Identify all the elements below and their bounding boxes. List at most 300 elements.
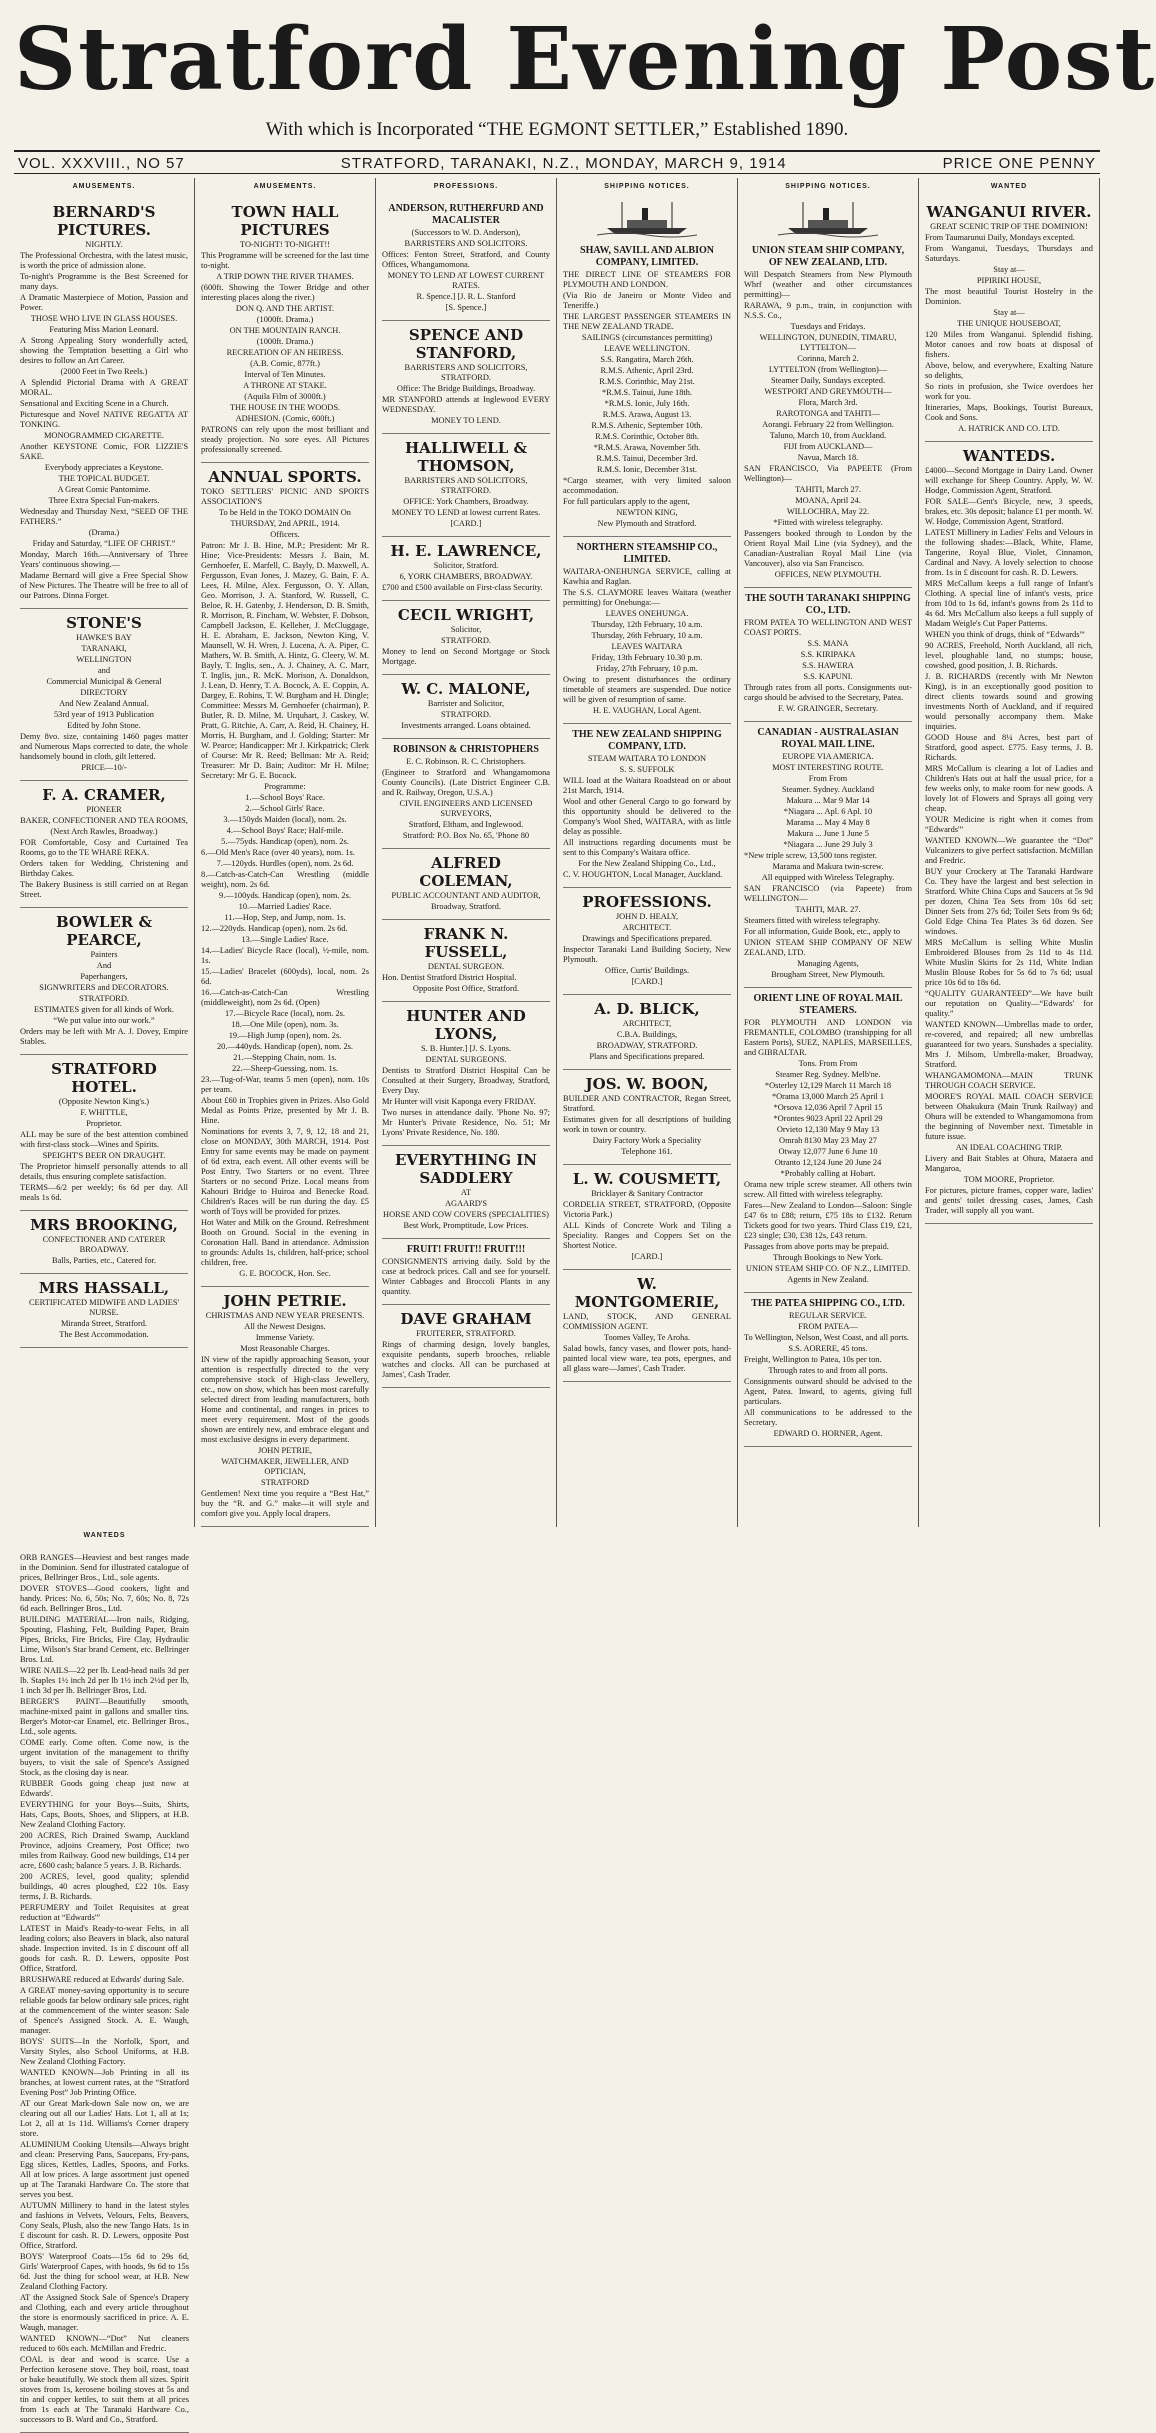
ad-line: R.M.S. Corinthic, October 8th.: [595, 432, 699, 441]
ad-line: OFFICE: York Chambers, Broadway.: [403, 497, 529, 506]
ad-line: Otranto 12,124 June 20 June 24: [774, 1158, 882, 1167]
ad-line: Steamer. Sydney. Auckland: [781, 785, 875, 794]
ad-line: SAN FRANCISCO (via Papeete) from WELLINGTON—: [744, 884, 912, 903]
ad-line: PUBLIC ACCOUNTANT AND AUDITOR,: [391, 891, 541, 900]
ad-line: MONEY TO LEND at lowest current Rates.: [391, 508, 541, 517]
ad-line: (1000ft. Drama.): [256, 315, 314, 324]
ad-line: MR STANFORD attends at Inglewood EVERY WEDNESDAY.: [382, 395, 550, 414]
ad-title: CANADIAN - AUSTRALASIAN ROYAL MAIL LINE.: [757, 727, 899, 750]
ad-line: MOANA, April 24.: [795, 496, 861, 505]
ad-line: 53rd year of 1913 Publication: [53, 710, 154, 719]
ad-line: WATCHMAKER, JEWELLER, AND OPTICIAN,: [221, 1457, 349, 1476]
ad-line: £4000—Second Mortgage in Dairy Land. Owner will exchange for Sheep Country. Apply, W. W. Hodge, Commission Agent, Stratford.: [925, 466, 1093, 495]
ad-line: [CARD.]: [450, 519, 482, 528]
advertisement: [201, 1287, 369, 1527]
ad-line: MOST INTERESTING ROUTE.: [772, 763, 884, 772]
ad-line: S.S. KAPUNI.: [803, 672, 853, 681]
ad-line: Broadway, Stratford.: [431, 902, 501, 911]
ad-line: *Fitted with wireless telegraphy.: [773, 518, 883, 527]
advertisement: [563, 1070, 731, 1165]
ad-line: Stratford: P.O. Box No. 65, 'Phone 80: [402, 831, 530, 840]
ad-line: Wool and other General Cargo to go forward by this opportunity should be delivered to the Company's Wool Shed, WAITARA, with as little delay as possible.: [563, 797, 731, 836]
ad-line: ON THE MOUNTAIN RANCH.: [229, 326, 341, 335]
ad-line: Office: The Bridge Buildings, Broadway.: [396, 384, 536, 393]
ad-line: EDWARD O. HORNER, Agent.: [773, 1429, 883, 1438]
ad-title: THE PATEA SHIPPING CO., LTD.: [751, 1298, 905, 1309]
ad-line: The Bakery Business is still carried on at Regan Street.: [20, 880, 188, 899]
ad-line: STRATFORD: [261, 1478, 309, 1487]
columns: [14, 178, 1100, 2424]
ad-line: IN view of the rapidly approaching Season, your attention is respectfully directed to the very comprehensive stock of High-class Jewellery, etc., now on show, which has been most carefully selected direct from leading manufacturers, both Home and continental, and ranges in prices to meet every requirement. Most of the goods shown are entirely new, and embrace elegant and most exclusive designs in every department.: [201, 1355, 369, 1444]
ad-line: 22.—Sheep-Guessing, nom. 1s.: [231, 1064, 339, 1073]
ad-line: (Opposite Newton King's.): [58, 1097, 150, 1106]
ad-line: Stay at—: [993, 308, 1025, 317]
ad-line: *Orama 13,000 March 25 April 1: [771, 1092, 885, 1101]
ad-line: TAHITI, March 27.: [795, 485, 861, 494]
ad-line: Solicitor,: [450, 625, 482, 634]
ad-line: Barrister and Solicitor,: [427, 699, 505, 708]
ad-title: ANDERSON, RUTHERFURD AND MACALISTER: [388, 203, 544, 226]
ad-line: Officers.: [270, 530, 300, 539]
ad-line: Thursday, 12th February, 10 a.m.: [591, 620, 703, 629]
ad-line: 9.—100yds. Handicap (open), nom. 2s.: [219, 891, 351, 900]
ad-title: PROFESSIONS.: [582, 893, 712, 911]
ad-line: WIRE NAILS—22 per lb. Lead-head nails 3d per lb. Staples 1½ inch 2d per lb 1½ inch 2½d per lb, 1 inch 3d per lb. Bellringer Bros, Ltd.: [20, 1666, 189, 1695]
ad-line: 200 ACRES, Rich Drained Swamp, Auckland Province, adjoins Creamery, Post Office; two miles from Railway. Good new buildings, £14 per acre, £600 cash; balance 5 years. J. B. Richards.: [20, 1831, 189, 1870]
ad-line: Telephone 161.: [621, 1147, 673, 1156]
ad-line: MRS McCallum is selling White Muslin Embroidered Blouses from 2s 11d to 4s 11d. White Muslin Skirts for 2s 11d, White Indian Muslin Blouse Robes for 5s 6d to 7s 6d; usual price 10s 6d to 18s 6d.: [925, 938, 1093, 987]
ad-line: H. E. VAUGHAN, Local Agent.: [592, 706, 702, 715]
advertisement: [20, 1055, 188, 1211]
ad-line: TO-NIGHT! TO-NIGHT!!: [239, 240, 330, 249]
ad-line: ALL Kinds of Concrete Work and Tiling a Speciality. Ranges and Coppers Set on the Shortest Notice.: [563, 1221, 731, 1250]
advertisement: [201, 463, 369, 1287]
ad-line: BROADWAY, STRATFORD.: [596, 1041, 698, 1050]
ad-line: SIGNWRITERS and DECORATORS.: [39, 983, 169, 992]
ad-line: THE UNIQUE HOUSEBOAT,: [957, 319, 1061, 328]
ad-line: JOHN PETRIE,: [258, 1446, 312, 1455]
ad-line: Offices: Fenton Street, Stratford, and County Offices, Whangamomona.: [382, 250, 550, 269]
ad-line: WELLINGTON: [76, 655, 132, 664]
column: [14, 178, 195, 1527]
ad-line: FOR Comfortable, Cosy and Curtained Tea Rooms, go to the TE WHARE REKA.: [20, 838, 188, 857]
ad-line: 15.—Ladies' Bracelet (600yds), local, nom. 2s 6d.: [201, 967, 369, 986]
ad-line: Marama ... May 4 May 8: [786, 818, 870, 827]
ad-line: PIPIRIKI HOUSE,: [976, 276, 1042, 285]
advertisement: [563, 537, 731, 724]
advertisement: [382, 920, 550, 1002]
column-heading: WANTEDS: [83, 1532, 126, 1539]
ad-line: (Drama.): [88, 528, 120, 537]
ad-line: 6, YORK CHAMBERS, BROADWAY.: [399, 572, 533, 581]
ad-line: And: [96, 961, 112, 970]
ad-line: Edited by John Stone.: [67, 721, 141, 730]
ad-title: NORTHERN STEAMSHIP CO., LIMITED.: [576, 542, 718, 565]
ad-line: Office, Curtis' Buildings.: [604, 966, 690, 975]
ad-line: SAN FRANCISCO, Via PAPEETE (From Wellington)—: [744, 464, 912, 483]
ad-line: ARCHITECT,: [622, 1019, 672, 1028]
ad-line: Thursday, 26th February, 10 a.m.: [591, 631, 703, 640]
ad-line: To Wellington, Nelson, West Coast, and all ports.: [744, 1333, 910, 1342]
ad-line: A Dramatic Masterpiece of Motion, Passion and Power.: [20, 293, 188, 312]
ad-line: GOOD House and 8¼ Acres, best part of Stratford, good aspect. £775. Easy terms, J. B. Richards.: [925, 733, 1093, 762]
advertisement: [925, 198, 1093, 442]
ad-line: FOR PLYMOUTH AND LONDON via FREMANTLE, COLOMBO (transhipping for all Eastern Ports), SUEZ, NAPLES, MARSEILLES, and GIBRALTAR.: [744, 1018, 912, 1057]
advertisement: [563, 240, 731, 537]
ad-line: From From: [808, 774, 848, 783]
ad-line: BARRISTERS AND SOLICITORS, STRATFORD.: [404, 363, 528, 382]
ad-line: S. B. Hunter.] [J. S. Lyons.: [420, 1044, 512, 1053]
ad-line: Programme:: [264, 782, 306, 791]
ad-line: 5.—75yds. Handicap (open), nom. 2s.: [221, 837, 349, 846]
ad-line: *R.M.S. Ionic, July 16th.: [604, 399, 690, 408]
ad-line: Picturesque and Novel NATIVE REGATTA AT TONKING.: [20, 410, 188, 429]
ad-line: Two nurses in attendance daily. 'Phone No. 97; Mr Hunter's Private Residence, No. 51; Mr Lyons' Private Residence, No. 180.: [382, 1108, 550, 1137]
advertisement: [382, 601, 550, 675]
ad-line: This Programme will be screened for the last time to-night.: [201, 251, 369, 270]
ad-line: STRATFORD.: [440, 710, 492, 719]
ad-line: THE HOUSE IN THE WOODS.: [229, 403, 341, 412]
ad-line: Friday and Saturday, “LIFE OF CHRIST.”: [32, 539, 176, 548]
ad-line: MRS McCallum is clearing a lot of Ladies and Children's Hats out at half the usual price, for a few weeks only, to make room for new goods. A lovely lot of Flowers and Sprays all going very cheap.: [925, 764, 1093, 813]
ad-line: Monday, March 16th.—Anniversary of Three Years' continuous showing.—: [20, 550, 188, 569]
ad-line: [S. Spence.]: [445, 303, 487, 312]
ad-title: FRANK N. FUSSELL,: [423, 925, 509, 961]
advertisement: [382, 198, 550, 321]
ad-line: Itineraries, Maps, Bookings, Tourist Bureaux, Cook and Sons.: [925, 403, 1093, 422]
ad-line: *Osterley 12,129 March 11 March 18: [764, 1081, 892, 1090]
ad-line: WHEN you think of drugs, think of “Edwards'”: [925, 630, 1085, 639]
ad-line: EVERYTHING for your Boys—Suits, Shirts, Hats, Caps, Boots, Shoes, and Slippers, at H.B. New Zealand Clothing Factory.: [20, 1800, 189, 1829]
ad-line: DENTAL SURGEONS.: [425, 1055, 507, 1064]
ad-line: 120 Miles from Wanganui. Splendid fishing. Motor canoes and row boats at disposal of fishers.: [925, 330, 1093, 359]
ad-title: STRATFORD HOTEL.: [51, 1060, 157, 1096]
ad-line: COME early. Come often. Come now, is the urgent invitation of the management to thrifty buyers, to visit the sale of Spence's Assigned Stock, as the closing day is near.: [20, 1738, 189, 1777]
ad-line: BOYS' Waterproof Coats—15s 6d to 29s 6d, Girls' Waterproof Capes, with hoods, 9s 6d to 15s 6d. Just the thing for school wear, at H.B. New Zealand Clothing Factory.: [20, 2252, 189, 2291]
ad-line: UNION STEAM SHIP CO. OF N.Z., LIMITED.: [745, 1264, 911, 1273]
ad-line: And New Zealand Annual.: [59, 699, 149, 708]
ad-line: 1.—School Boys' Race.: [245, 793, 325, 802]
ad-title: ALFRED COLEMAN,: [419, 854, 513, 890]
ad-title: JOHN PETRIE.: [223, 1292, 347, 1310]
ad-line: Stay at—: [993, 265, 1025, 274]
ad-line: A TRIP DOWN THE RIVER THAMES.: [216, 272, 354, 281]
ad-line: NIGHTLY.: [85, 240, 123, 249]
ad-line: Orders taken for Wedding, Christening and Birthday Cakes.: [20, 859, 188, 878]
ad-line: HORSE AND COW COVERS (SPECIALITIES): [383, 1210, 549, 1219]
ad-line: RUBBER Goods going cheap just now at Edwards'.: [20, 1779, 189, 1798]
advertisement: [201, 198, 369, 463]
ad-line: CONFECTIONER AND CATERER BROADWAY.: [42, 1235, 166, 1254]
ad-line: R. Spence.] [J. R. L. Stanford: [416, 292, 516, 301]
advertisement: [563, 1165, 731, 1270]
ad-line: (Aquila Film of 3000ft.): [244, 392, 326, 401]
ad-line: A Great Comic Pantomime.: [57, 485, 151, 494]
ad-line: AT: [460, 1188, 472, 1197]
ad-line: MONEY TO LEND.: [431, 416, 501, 425]
ad-line: Steamer Reg. Sydney. Melb'ne.: [775, 1070, 881, 1079]
ad-line: [CARD.]: [631, 1252, 663, 1261]
ad-line: Three Extra Special Fun-makers.: [48, 496, 160, 505]
ad-line: For pictures, picture frames, copper ware, ladies' and gents' toilet dressing cases, James, Cash Trader, will supply all you want.: [925, 1186, 1093, 1215]
ad-line: BOYS' SUITS—In the Norfolk, Sport, and Varsity Styles, also School Uniforms, at H.B. New Zealand Clothing Factory.: [20, 2037, 189, 2066]
ad-title: THE SOUTH TARANAKI SHIPPING CO., LTD.: [745, 593, 911, 616]
ad-line: FROM PATEA TO WELLINGTON AND WEST COAST PORTS.: [744, 618, 912, 637]
ad-line: New Plymouth and Stratford.: [597, 519, 697, 528]
ad-line: Estimates given for all descriptions of building work in town or country.: [563, 1115, 731, 1134]
ad-title: FRUIT! FRUIT!! FRUIT!!!: [406, 1244, 526, 1255]
advertisement: [382, 537, 550, 601]
ad-line: HAWKE'S BAY: [76, 633, 132, 642]
ad-line: *R.M.S. Arawa, November 5th.: [593, 443, 701, 452]
ad-line: Corinna, March 2.: [797, 354, 859, 363]
ad-line: 13.—Single Ladies' Race.: [241, 935, 329, 944]
ad-title: H. E. LAWRENCE,: [390, 542, 542, 560]
advertisement: [744, 588, 912, 722]
ad-line: The Best Accommodation.: [59, 1330, 149, 1339]
ad-line: Hon. Dentist Stratford District Hospital.: [382, 973, 517, 982]
ad-line: EUROPE VIA AMERICA.: [782, 752, 874, 761]
ad-line: S.S. HAWERA: [802, 661, 854, 670]
ad-line: BUY your Crockery at The Taranaki Hardware Co. They have the largest and best selection in Stratford. White China Cups and Saucers at 5s 9d per dozen, China Tea Sets from 10s 6d set; Dinner Sets from 27s 6d; Toilet Sets from 9s 6d; Gold Edge China Tea Plates 3s 6d dozen. See windows.: [925, 867, 1093, 936]
column-heading: SHIPPING NOTICES.: [785, 183, 871, 190]
ad-line: PATRONS can rely upon the most brilliant and steady projection. No sore eyes. All Pictures professionally screened.: [201, 425, 369, 454]
ad-title: W. MONTGOMERIE,: [574, 1275, 720, 1311]
ad-line: All the Newest Designs.: [244, 1322, 326, 1331]
advertisement: [744, 240, 912, 588]
advertisement: [382, 1239, 550, 1305]
ad-line: G. E. BOCOCK, Hon. Sec.: [239, 1269, 331, 1278]
advertisement: [744, 1293, 912, 1447]
ad-line: STEAM WAITARA TO LONDON: [587, 754, 707, 763]
ad-line: Salad bowls, fancy vases, and flower pots, hand-painted local view ware, tea pots, epergnes, and all glass ware—James', Cash Trader.: [563, 1344, 731, 1373]
ad-line: *Niagara ... June 29 July 3: [783, 840, 873, 849]
ad-line: Wednesday and Thursday Next, “SEED OF THE FATHERS.”: [20, 507, 188, 526]
ad-line: Toomes Valley, Te Aroha.: [603, 1333, 691, 1342]
ad-line: Patron: Mr J. B. Hine, M.P.; President: Mr R. Hine; Vice-Presidents: Messrs J. Bain, M. Gernhoefer, E. Marfell, C. Bayly, D. Maxwell, A. Fergusson, Evan Jones, J. Mazey, G. Bain, F. A. Lees, H. Milne, Alex. Fergusson, O. Y. Allan, Geo. Morrison, J. A. Stanford, W. Russell, C. Beloe, R. H. Gatenby, J. Henderson, D. B. Smith, R. Morrison, R. Fincham, W. Webster, F. Dobson, Campbell Jackson, E. Kelleher, J. McCluggage, H. E. Abraham, E. Jackson, Newton King, V. Maunsell, W. H. Wren, J. Lucena, A. A. Piper, C. Mathers, W. B. Smith, A. Hintz, G. Cleery, W. M. Bayly, T. Inglis, sen., A. J. Chainey, A. C. Marr, T. Inglis, jun., R. McK. Morison, A. Donaldson, J. Lean, D. Henry, T. A. Bocock, A. E. Coppin, A. Dargey, E. Robins, T. W. Burgham and H. Dingle; Committee: Messrs M. Gernhoefer (chairman), P. Butler, R. D. Milne, M. Urquhart, J. Caskey, W. Pratt, G. Ritchie, A. Carr, A. Reid, H. Chainey, H. Morris, H. Burgham, and J. Golding; Starter: Mr W. Pearce; Handicapper: Mr J. Kirkpatrick; Clerk of Course: Mr R. Reed; Bellman: Mr A. Reid; Treasurer: Mr D. Bain; Auditor: Mr H. Milne; Secretary: Mr G. E. Bocock.: [201, 541, 369, 780]
ad-title: A. D. BLICK,: [594, 1000, 700, 1018]
ad-line: R.M.S. Arawa, August 13.: [602, 410, 692, 419]
ad-line: AT our Great Mark-down Sale now on, we are clearing out all our Ladies' Hats. Lot 1, all at 1s; Lot 2, all at 1s 11d. Williams's Corner drapery store.: [20, 2099, 189, 2138]
ad-line: Rings of charming design, lovely bangles, exquisite pendants, superb brooches, reliable watches and clocks. All can be purchased at James', Cash Trader.: [382, 1340, 550, 1379]
ad-line: LATEST Millinery in Ladies' Felts and Velours in the following shades:—Black, White, Flame, Tangerine, Royal Blue, Violet, Cinnamon, Cardinal and Navy. A lovely selection to choose from. 1s in £ discount for cash. R. D. Lewers.: [925, 528, 1093, 577]
ad-line: Aorangi. February 22 from Wellington.: [762, 420, 894, 429]
ad-line: 19.—High Jump (open), nom. 2s.: [228, 1031, 342, 1040]
ad-line: Dairy Factory Work a Speciality: [592, 1136, 702, 1145]
ad-line: Orvieto 12,130 May 9 May 13: [776, 1125, 880, 1134]
ad-line: R.M.S. Tainui, December 3rd.: [596, 454, 698, 463]
ad-line: 200 ACRES, level, good quality; splendid buildings, 40 acres ploughed, £22 10s. Easy terms, J. B. Richards.: [20, 1872, 189, 1901]
ad-line: 10.—Married Ladies' Race.: [238, 902, 332, 911]
ad-title: BOWLER & PEARCE,: [55, 913, 153, 949]
ad-line: MRS McCallum keeps a full range of Infant's Clothing. A special line of infant's vests, price from 10d to 1s 6d, infant's gowns from 2s 11d to 4s 6d. Mrs McCallum also keeps a full supply of Madam Weigle's Cut Paper Patterns.: [925, 579, 1093, 628]
ad-title: TOWN HALL PICTURES: [231, 203, 339, 239]
ad-line: Orders may be left with Mr A. J. Dovey, Empire Stables.: [20, 1027, 188, 1046]
ad-line: From Wanganui, Tuesdays, Thursdays and Saturdays.: [925, 244, 1093, 263]
ad-line: Stratford, Eltham, and Inglewood.: [408, 820, 524, 829]
ad-line: R.M.S. Corinthic, May 21st.: [599, 377, 695, 386]
ad-line: WANTED KNOWN—We guarantee the “Dot” Vulcanizers to give perfect satisfaction. McMillan and Fredric.: [925, 836, 1093, 865]
ad-line: PRICE—10/-: [81, 763, 127, 772]
ad-line: 14.—Ladies' Bicycle Race (local), ½-mile, nom. 1s.: [201, 946, 369, 965]
column: [14, 1527, 195, 2433]
ad-line: Through rates from all ports. Consignments out-cargo should be advised to the Secretary, Patea.: [744, 683, 912, 702]
advertisement: [20, 609, 188, 781]
ad-line: Passengers booked through to London by the Orient Royal Mail Line (via Sydney), and the Canadian-Australian Royal Mail Line (via Vancouver), also via San Francisco.: [744, 529, 912, 568]
ad-title: STONE'S: [66, 614, 142, 632]
ad-line: Best Work, Promptitude, Low Prices.: [403, 1221, 529, 1230]
ad-title: WANTEDS.: [962, 447, 1056, 465]
advertisement: [382, 675, 550, 739]
ad-line: A Strong Appealing Story wonderfully acted, showing the Temptation besetting a Girl who desires to follow an Art Career.: [20, 336, 188, 365]
ad-line: Managing Agents,: [797, 959, 859, 968]
ad-line: WAITARA-ONEHUNGA SERVICE, calling at Kawhia and Raglan.: [563, 567, 731, 586]
column: [557, 178, 738, 1527]
steamship-illustration: [744, 198, 912, 238]
ad-line: A Splendid Pictorial Drama with A GREAT MORAL.: [20, 378, 188, 397]
ad-line: “QUALITY GUARANTEED”—We have built our reputation on Quality—“Edwards' for quality.”: [925, 989, 1093, 1018]
ad-line: 11.—Hop, Step, and Jump, nom. 1s.: [224, 913, 346, 922]
ad-line: REGULAR SERVICE.: [789, 1311, 867, 1320]
ad-line: “We put value into our work.”: [53, 1016, 155, 1025]
ad-line: TARANAKI,: [81, 644, 127, 653]
ad-line: THE DIRECT LINE OF STEAMERS FOR PLYMOUTH AND LONDON.: [563, 270, 731, 289]
ad-title: DAVE GRAHAM: [400, 1310, 532, 1328]
ad-line: Owing to present disturbances the ordinary timetable of steamers are suspended. Due notice will be given of resumption of same.: [563, 675, 731, 704]
ad-line: PIONEER: [86, 805, 122, 814]
column-heading: SHIPPING NOTICES.: [604, 183, 690, 190]
ad-line: Agents in New Zealand.: [787, 1275, 869, 1284]
ad-line: DENTAL SURGEON.: [427, 962, 505, 971]
ad-line: To-night's Programme is the Best Screened for many days.: [20, 272, 188, 291]
column: [738, 178, 919, 1527]
ad-line: All instructions regarding documents must be sent to this Company's Waitara office.: [563, 838, 731, 857]
ad-line: THOSE WHO LIVE IN GLASS HOUSES.: [30, 314, 178, 323]
ad-line: *Orsova 12,036 April 7 April 15: [773, 1103, 883, 1112]
ad-line: Proprietor.: [86, 1119, 122, 1128]
ad-line: 21.—Stepping Chain, nom. 1s.: [233, 1053, 337, 1062]
ad-line: 18.—One Mile (open), nom. 3s.: [231, 1020, 339, 1029]
ad-line: CHRISTMAS AND NEW YEAR PRESENTS.: [205, 1311, 365, 1320]
place-date: STRATFORD, TARANAKI, N.Z., MONDAY, MARCH 9, 1914: [340, 155, 787, 172]
ad-line: 3.—150yds Maiden (local), nom. 2s.: [223, 815, 347, 824]
ad-title: MRS BROOKING,: [30, 1216, 178, 1234]
ad-line: MOORE'S ROYAL MAIL COACH SERVICE between Ohakukura (Main Trunk Railway) and Ohura will be extended to Whangamomona from the beginning of November next. Timetable in future issue.: [925, 1092, 1093, 1141]
ad-line: S.S. KIRIPAKA: [800, 650, 856, 659]
ad-line: *Niagara ... Apl. 6 Apl. 10: [783, 807, 873, 816]
ad-line: *Cargo steamer, with very limited saloon accommodation.: [563, 476, 731, 495]
ad-line: A THRONE AT STAKE.: [243, 381, 327, 390]
ad-line: LEAVE WELLINGTON.: [604, 344, 690, 353]
ad-line: Another KEYSTONE Comic, FOR LIZZIE'S SAKE.: [20, 442, 188, 461]
ad-line: OFFICES, NEW PLYMOUTH.: [774, 570, 882, 579]
ad-line: Inspector Taranaki Land Building Society, New Plymouth.: [563, 945, 731, 964]
ad-line: CORDELIA STREET, STRATFORD, (Opposite Victoria Park.): [563, 1200, 731, 1219]
ad-line: Makura ... June 1 June 5: [787, 829, 869, 838]
ad-line: WANTED KNOWN—Job Printing in all its branches, at lowest current rates, at the “Stratford Evening Post” Job Printing Office.: [20, 2068, 189, 2097]
advertisement: [563, 724, 731, 888]
ad-line: Through Bookings to New York.: [773, 1253, 883, 1262]
ad-line: S.S. Rangatira, March 26th.: [600, 355, 694, 364]
advertisement: [20, 1211, 188, 1274]
ad-line: 90 ACRES, Freehold, North Auckland, all rich, level, ploughable land, no stumps; house, cowshed, good position, J. B. Richards.: [925, 641, 1093, 670]
ad-line: Steamer Daily, Sundays excepted.: [770, 376, 886, 385]
advertisement: [382, 1305, 550, 1388]
ad-line: For the New Zealand Shipping Co., Ltd.,: [578, 859, 716, 868]
advertisement: [744, 722, 912, 988]
ad-line: BARRISTERS AND SOLICITORS, STRATFORD.: [404, 476, 528, 495]
advertisement: [382, 1002, 550, 1146]
column: [376, 178, 557, 1527]
ad-line: AT the Assigned Stock Sale of Spence's Drapery and Clothing, each and every article throughout the store is enormously sacrificed in price. A. E. Waugh, manager.: [20, 2293, 189, 2332]
ad-line: ALUMINIUM Cooking Utensils—Always bright and clean: Preserving Pans, Saucepans, Fry-pans, Egg slices, Kettles, Ladles, Spoons, and Forks. All at low prices. A large assortment just opened up at The Taranaki Hardware Co. The store that serves you best.: [20, 2140, 189, 2199]
ad-line: RECREATION OF AN HEIRESS.: [226, 348, 344, 357]
ad-title: ANNUAL SPORTS.: [208, 468, 362, 486]
ad-line: TOM MOORE, Proprietor.: [963, 1175, 1055, 1184]
ad-line: CIVIL ENGINEERS AND LICENSED SURVEYORS,: [399, 799, 533, 818]
ad-line: About £60 in Trophies given in Prizes. Also Gold Medal as Points Prize, presented by Mr J. B. Hine.: [201, 1096, 369, 1125]
advertisement: [382, 321, 550, 434]
ad-line: STRATFORD.: [78, 994, 130, 1003]
ad-line: 8.—Catch-as-Catch-Can Wrestling (middle weight), nom. 2s 6d.: [201, 870, 369, 889]
ad-line: WESTPORT AND GREYMOUTH—: [764, 387, 892, 396]
ad-line: NEWTON KING,: [616, 508, 678, 517]
ad-title: JOS. W. BOON,: [585, 1075, 709, 1093]
ad-line: (2000 Feet in Two Reels.): [60, 367, 148, 376]
ad-line: Madame Bernard will give a Free Special Show of New Pictures. The Theatre will be free to all of our Patrons. Dinna Forget.: [20, 571, 188, 600]
ad-line: Freight, Wellington to Patea, 10s per ton.: [744, 1355, 882, 1364]
ad-line: RARAWA, 9 p.m., train, in conjunction with N.S.S. Co.,: [744, 301, 912, 320]
ad-title: HALLIWELL & THOMSON,: [404, 439, 528, 475]
ad-title: L. W. COUSMETT,: [572, 1170, 722, 1188]
ad-line: A. HATRICK AND CO. LTD.: [958, 424, 1060, 433]
ad-line: Gentlemen! Next time you require a “Best Hat,” buy the “R. and G.” make—it will style and comfort give you. Apply local drapers.: [201, 1489, 369, 1518]
ad-title: F. A. CRAMER,: [42, 786, 166, 804]
ad-title: ROBINSON & CHRISTOPHERS: [393, 744, 539, 755]
ad-title: SHAW, SAVILL AND ALBION COMPANY, LIMITED.: [580, 245, 714, 268]
ad-line: CERTIFICATED MIDWIFE AND LADIES' NURSE.: [28, 1298, 180, 1317]
price: PRICE ONE PENNY: [942, 155, 1096, 172]
ad-line: and: [97, 666, 111, 675]
ad-line: For full particulars apply to the agent,: [563, 497, 690, 506]
ad-line: J. B. RICHARDS (recently with Mr Newton King), is in an exceptionally good position to direct clients towards sound and growing investments North of Auckland, and if required would personally accompany them. Make inquiries.: [925, 672, 1093, 731]
ad-line: SAILINGS (circumstances permitting): [581, 333, 713, 342]
ad-title: BERNARD'S PICTURES.: [52, 203, 156, 239]
ad-line: Commercial Municipal & General: [46, 677, 162, 686]
ad-line: Taluno, March 10, from Auckland.: [769, 431, 887, 440]
ad-line: AGAARD'S: [445, 1199, 487, 1208]
ad-line: Demy 8vo. size, containing 1460 pages matter and Numerous Maps corrected to date, the whole handsomely bound in cloth, gilt lettered.: [20, 732, 188, 761]
ad-line: DON Q. AND THE ARTIST.: [235, 304, 335, 313]
ad-line: (Successors to W. D. Anderson),: [411, 228, 521, 237]
ad-line: All communications to be addressed to the Secretary.: [744, 1408, 912, 1427]
ad-line: 4.—School Boys' Race; Half-mile.: [226, 826, 344, 835]
ad-line: THURSDAY, 2nd APRIL, 1914.: [230, 519, 340, 528]
ad-line: Everybody appreciates a Keystone.: [44, 463, 164, 472]
ad-line: Immense Variety.: [255, 1333, 315, 1342]
ad-line: ALL may be sure of the best attention combined with first-class stock—Wines and Spirits.: [20, 1130, 188, 1149]
column-heading: AMUSEMENTS.: [253, 183, 317, 190]
ad-line: WANTED KNOWN—“Dot” Nut cleaners reduced to 60s each. McMillan and Fredric.: [20, 2334, 189, 2353]
volume-number: VOL. XXXVIII., NO 57: [18, 155, 185, 172]
ad-title: CECIL WRIGHT,: [397, 606, 535, 624]
ad-line: (Via Rio de Janeiro or Monte Video and Teneriffe.): [563, 291, 731, 310]
ad-line: WHANGAMOMONA—MAIN TRUNK THROUGH COACH SERVICE.: [925, 1071, 1093, 1090]
ad-line: All equipped with Wireless Telegraphy.: [761, 873, 895, 882]
ad-line: F. WHITTLE,: [80, 1108, 128, 1117]
ad-line: (Engineer to Stratford and Whangamomona County Councils). (Late District Engineer C.B. and R. Railway, Oregon, U.S.A.): [382, 768, 550, 797]
ad-line: Painters: [90, 950, 118, 959]
